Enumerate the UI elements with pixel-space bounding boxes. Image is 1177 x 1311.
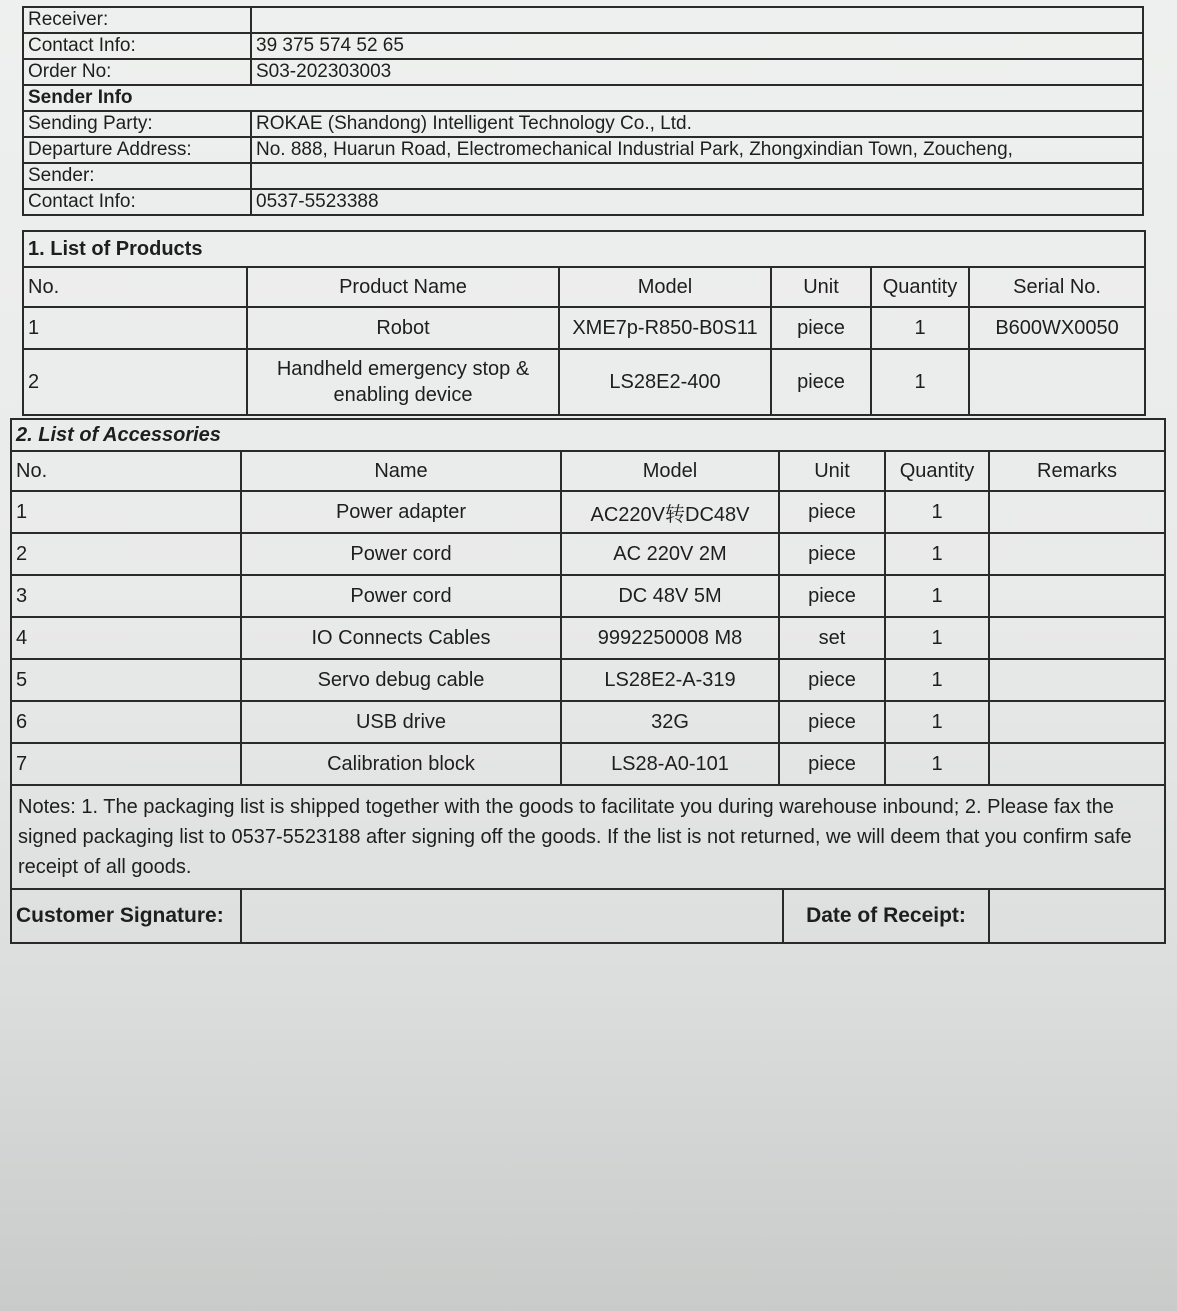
product-unit: piece [771, 349, 871, 415]
receiver-value [251, 7, 1143, 33]
sender-info-heading: Sender Info [23, 85, 1143, 111]
date-of-receipt-field[interactable] [989, 889, 1165, 943]
table-row [11, 617, 1165, 659]
accessory-no: 1 [11, 491, 241, 533]
sender-contact-label: Contact Info: [23, 189, 251, 215]
accessory-name: Power adapter [241, 491, 561, 533]
accessory-no: 6 [11, 701, 241, 743]
product-model: LS28E2-400 [559, 349, 771, 415]
products-header-quantity: Quantity [871, 267, 969, 307]
products-header-no: No. [23, 267, 247, 307]
product-no: 1 [23, 307, 247, 349]
receiver-contact-value: 39 375 574 52 65 [251, 33, 1143, 59]
product-no: 2 [23, 349, 247, 415]
sending-party-label: Sending Party: [23, 111, 251, 137]
accessory-name: Power cord [241, 533, 561, 575]
accessory-remarks [989, 575, 1165, 617]
accessories-table [10, 418, 1166, 890]
departure-address-label: Departure Address: [23, 137, 251, 163]
accessories-header-no: No. [11, 451, 241, 491]
accessory-unit: set [779, 617, 885, 659]
accessory-quantity: 1 [885, 659, 989, 701]
accessory-name: Calibration block [241, 743, 561, 785]
accessory-unit: piece [779, 743, 885, 785]
sender-contact-value: 0537-5523388 [251, 189, 1143, 215]
accessory-model: LS28-A0-101 [561, 743, 779, 785]
table-row [11, 533, 1165, 575]
table-row [11, 575, 1165, 617]
product-unit: piece [771, 307, 871, 349]
info-table [22, 6, 1144, 216]
customer-signature-field[interactable] [241, 889, 783, 943]
receiver-label: Receiver: [23, 7, 251, 33]
accessories-header-model: Model [561, 451, 779, 491]
customer-signature-label: Customer Signature: [11, 889, 241, 943]
info-row [23, 189, 1143, 215]
accessory-no: 7 [11, 743, 241, 785]
accessory-remarks [989, 701, 1165, 743]
accessory-no: 3 [11, 575, 241, 617]
product-serial: B600WX0050 [969, 307, 1145, 349]
receiver-contact-label: Contact Info: [23, 33, 251, 59]
accessory-quantity: 1 [885, 491, 989, 533]
sender-value [251, 163, 1143, 189]
accessory-unit: piece [779, 701, 885, 743]
accessory-model: DC 48V 5M [561, 575, 779, 617]
accessory-quantity: 1 [885, 575, 989, 617]
accessory-model: AC 220V 2M [561, 533, 779, 575]
table-row [23, 349, 1145, 415]
products-header-model: Model [559, 267, 771, 307]
table-row [11, 743, 1165, 785]
products-header-row [23, 267, 1145, 307]
accessories-header-quantity: Quantity [885, 451, 989, 491]
products-header-unit: Unit [771, 267, 871, 307]
date-of-receipt-label: Date of Receipt: [783, 889, 989, 943]
accessory-remarks [989, 533, 1165, 575]
products-header-name: Product Name [247, 267, 559, 307]
accessory-unit: piece [779, 533, 885, 575]
info-row [23, 163, 1143, 189]
accessory-model: 9992250008 M8 [561, 617, 779, 659]
products-table [22, 230, 1146, 416]
accessory-model: AC220V转DC48V [561, 491, 779, 533]
order-no-value: S03-202303003 [251, 59, 1143, 85]
signature-table [10, 888, 1166, 944]
accessory-unit: piece [779, 659, 885, 701]
accessories-header-unit: Unit [779, 451, 885, 491]
sending-party-value: ROKAE (Shandong) Intelligent Technology Co., Ltd. [251, 111, 1143, 137]
sender-label: Sender: [23, 163, 251, 189]
accessory-remarks [989, 617, 1165, 659]
accessory-remarks [989, 491, 1165, 533]
accessory-quantity: 1 [885, 701, 989, 743]
table-row [11, 659, 1165, 701]
product-name: Robot [247, 307, 559, 349]
accessory-name: USB drive [241, 701, 561, 743]
info-row [23, 111, 1143, 137]
accessory-unit: piece [779, 491, 885, 533]
info-row [23, 33, 1143, 59]
accessory-model: LS28E2-A-319 [561, 659, 779, 701]
products-header-serial: Serial No. [969, 267, 1145, 307]
accessory-unit: piece [779, 575, 885, 617]
accessory-quantity: 1 [885, 617, 989, 659]
product-name: Handheld emergency stop & enabling device [247, 349, 559, 415]
accessories-header-remarks: Remarks [989, 451, 1165, 491]
accessory-no: 5 [11, 659, 241, 701]
accessory-remarks [989, 743, 1165, 785]
order-no-label: Order No: [23, 59, 251, 85]
accessory-name: Power cord [241, 575, 561, 617]
accessory-name: IO Connects Cables [241, 617, 561, 659]
table-row [11, 491, 1165, 533]
info-row [23, 59, 1143, 85]
product-quantity: 1 [871, 307, 969, 349]
accessories-header-row [11, 451, 1165, 491]
notes-text: Notes: 1. The packaging list is shipped together with the goods to facilitate you during warehouse inbound; 2. Please fax the signed packaging list to 0537-5523188 after signing off the goods. If the list is not returned, we will deem that you confirm safe receipt of all goods. [11, 785, 1165, 889]
accessory-quantity: 1 [885, 743, 989, 785]
departure-address-value: No. 888, Huarun Road, Electromechanical Industrial Park, Zhongxindian Town, Zoucheng, [251, 137, 1143, 163]
accessory-remarks [989, 659, 1165, 701]
accessory-model: 32G [561, 701, 779, 743]
info-row [23, 85, 1143, 111]
accessories-section-title: 2. List of Accessories [11, 419, 1165, 451]
info-row [23, 137, 1143, 163]
accessory-name: Servo debug cable [241, 659, 561, 701]
info-row [23, 7, 1143, 33]
products-section-title: 1. List of Products [23, 231, 1145, 267]
table-row [23, 307, 1145, 349]
product-serial [969, 349, 1145, 415]
accessory-quantity: 1 [885, 533, 989, 575]
product-quantity: 1 [871, 349, 969, 415]
product-model: XME7p-R850-B0S11 [559, 307, 771, 349]
accessory-no: 4 [11, 617, 241, 659]
table-row [11, 701, 1165, 743]
accessory-no: 2 [11, 533, 241, 575]
accessories-header-name: Name [241, 451, 561, 491]
